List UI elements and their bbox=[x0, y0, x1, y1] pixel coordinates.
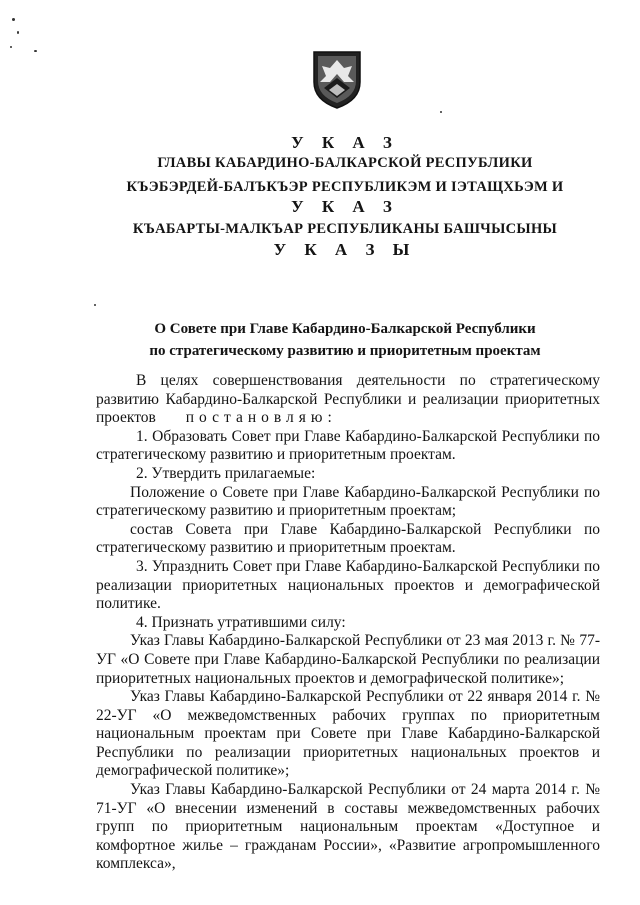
preamble bbox=[96, 372, 600, 428]
scan-speck bbox=[440, 111, 442, 113]
decree-body bbox=[96, 372, 600, 874]
preamble-text: В целях совершенствования деятельности по стратегическому развитию Кабардино-Балкарской Республики и реализации приоритетных проектов bbox=[96, 372, 600, 427]
decree-word: постановляю: bbox=[185, 409, 337, 427]
clause-3: 3. Упразднить Совет при Главе Кабардино-Балкарской Республики по реализации приоритетных национальных проектов и демографической политике. bbox=[96, 557, 600, 613]
clause-2: 2. Утвердить прилагаемые: bbox=[136, 464, 316, 482]
scan-speck bbox=[34, 50, 37, 52]
decree-heading-krc: У К А З Ы bbox=[273, 240, 417, 259]
scan-speck bbox=[10, 46, 12, 48]
coat-of-arms-emblem bbox=[310, 48, 364, 110]
decree-title bbox=[100, 318, 590, 362]
decree-heading-ru: У К А З bbox=[291, 133, 399, 152]
scan-speck bbox=[12, 18, 15, 21]
clause-1: 1. Образовать Совет при Главе Кабардино-Балкарской Республики по стратегическому развитию и приоритетным проектам. bbox=[96, 427, 600, 464]
issuer-line-ru: ГЛАВЫ КАБАРДИНО-БАЛКАРСКОЙ РЕСПУБЛИКИ bbox=[157, 155, 533, 171]
clause-2-regulation: Положение о Совете при Главе Кабардино-Балкарской Республики по стратегическому развитию и приоритетным проектам; bbox=[96, 483, 600, 520]
scan-speck bbox=[17, 31, 19, 34]
decree-title-line: О Совете при Главе Кабардино-Балкарской Республики bbox=[154, 321, 536, 337]
clause-4: 4. Признать утратившими силу: bbox=[136, 613, 346, 631]
repealed-decree-1: Указ Главы Кабардино-Балкарской Республики от 23 мая 2013 г. № 77-УГ «О Совете при Главе Кабардино-Балкарской Республики по реализации приоритетных национальных проектов и демографической политике»; bbox=[96, 632, 600, 687]
repealed-decree-2: Указ Главы Кабардино-Балкарской Республики от 22 января 2014 г. № 22-УГ «О межведомственных рабочих группах по приоритетным национальным проектам при Совете при Главе Кабардино-Балкарской Республики по реализации приоритетных национальных проектов и демографической политике»; bbox=[96, 688, 600, 780]
decree-heading-kbd: У К А З bbox=[291, 197, 399, 216]
decree-title-line: по стратегическому развитию и приоритетным проектам bbox=[149, 343, 541, 359]
scan-speck bbox=[94, 304, 96, 306]
issuer-line-krc: КЪАБАРТЫ-МАЛКЪАР РЕСПУБЛИКАНЫ БАШЧЫСЫНЫ bbox=[132, 221, 558, 237]
repealed-decree-3: Указ Главы Кабардино-Балкарской Республики от 24 марта 2014 г. № 71-УГ «О внесении изменений в составы межведомственных рабочих групп по приоритетным национальным проектам «Доступное и комфортное жилье – гражданам России», «Развитие агропромышленного комплекса», bbox=[96, 781, 600, 873]
clause-2-composition: состав Совета при Главе Кабардино-Балкарской Республики по стратегическому развитию и приоритетным проектам. bbox=[96, 520, 600, 557]
issuer-line-kbd: КЪЭБЭРДЕЙ-БАЛЪКЪЭР РЕСПУБЛИКЭМ И IЭТАЩХЬЭМ И bbox=[126, 179, 564, 195]
